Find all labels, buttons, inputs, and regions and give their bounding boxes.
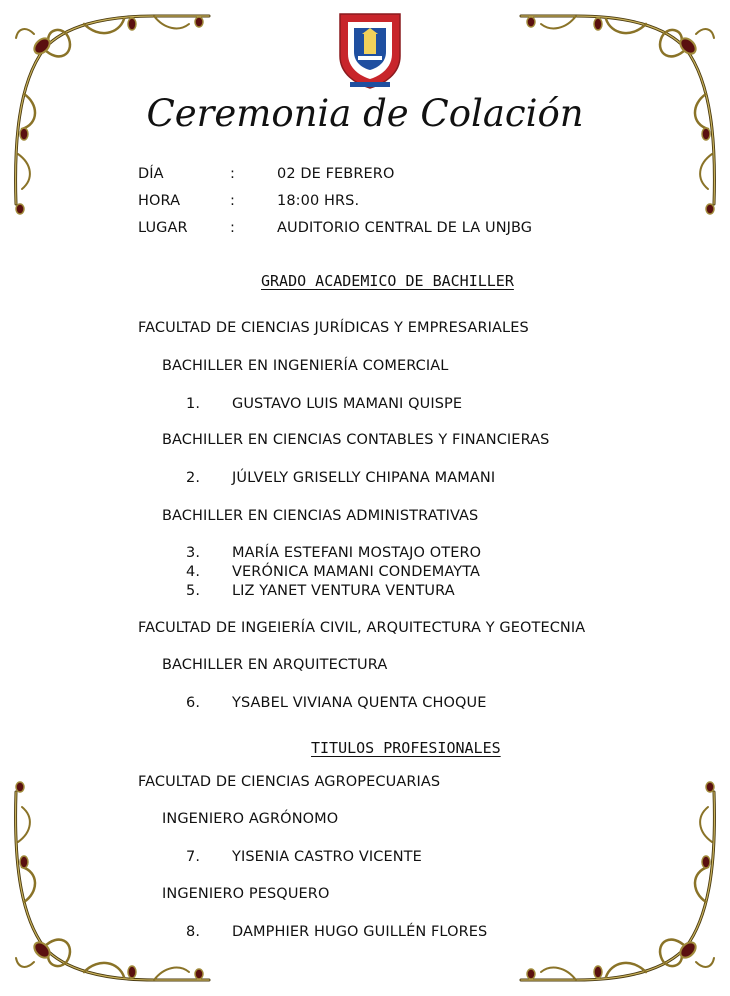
faculty-name: FACULTAD DE INGEIERÍA CIVIL, ARQUITECTURA Y GEOTECNIA: [138, 620, 586, 636]
list-item-number: 1.: [186, 396, 201, 412]
list-item-number: 5.: [186, 583, 201, 599]
university-seal-logo: [336, 10, 404, 90]
list-item-number: 6.: [186, 695, 201, 711]
graduate-name: YISENIA CASTRO VICENTE: [232, 849, 422, 865]
detail-label: HORA: [138, 193, 181, 209]
detail-label: LUGAR: [138, 220, 188, 236]
program-name: INGENIERO AGRÓNOMO: [162, 811, 339, 827]
corner-ornament-bottom-right: [511, 777, 726, 992]
section-heading: GRADO ACADEMICO DE BACHILLER: [261, 272, 514, 290]
corner-ornament-bottom-left: [4, 777, 219, 992]
program-name: BACHILLER EN ARQUITECTURA: [162, 657, 388, 673]
detail-separator: :: [230, 166, 235, 182]
section-heading: TITULOS PROFESIONALES: [311, 739, 501, 757]
graduate-name: MARÍA ESTEFANI MOSTAJO OTERO: [232, 545, 482, 561]
detail-label: DÍA: [138, 166, 164, 182]
program-name: BACHILLER EN CIENCIAS ADMINISTRATIVAS: [162, 508, 479, 524]
list-item-number: 4.: [186, 564, 201, 580]
list-item-number: 3.: [186, 545, 201, 561]
graduate-name: VERÓNICA MAMANI CONDEMAYTA: [232, 564, 481, 580]
detail-value: 18:00 HRS.: [277, 193, 360, 209]
faculty-name: FACULTAD DE CIENCIAS JURÍDICAS Y EMPRESARIALES: [138, 320, 529, 336]
program-name: BACHILLER EN CIENCIAS CONTABLES Y FINANCIERAS: [162, 432, 550, 448]
detail-value: AUDITORIO CENTRAL DE LA UNJBG: [277, 220, 533, 236]
faculty-name: FACULTAD DE CIENCIAS AGROPECUARIAS: [138, 774, 441, 790]
program-name: BACHILLER EN INGENIERÍA COMERCIAL: [162, 358, 449, 374]
graduate-name: JÚLVELY GRISELLY CHIPANA MAMANI: [232, 470, 496, 486]
program-name: INGENIERO PESQUERO: [162, 886, 330, 902]
detail-value: 02 DE FEBRERO: [277, 166, 395, 182]
list-item-number: 2.: [186, 470, 201, 486]
list-item-number: 8.: [186, 924, 201, 940]
graduate-name: LIZ YANET VENTURA VENTURA: [232, 583, 455, 599]
graduate-name: DAMPHIER HUGO GUILLÉN FLORES: [232, 924, 488, 940]
detail-separator: :: [230, 193, 235, 209]
detail-separator: :: [230, 220, 235, 236]
graduate-name: GUSTAVO LUIS MAMANI QUISPE: [232, 396, 463, 412]
graduate-name: YSABEL VIVIANA QUENTA CHOQUE: [232, 695, 487, 711]
list-item-number: 7.: [186, 849, 201, 865]
page-title: Ceremonia de Colación: [146, 92, 584, 135]
